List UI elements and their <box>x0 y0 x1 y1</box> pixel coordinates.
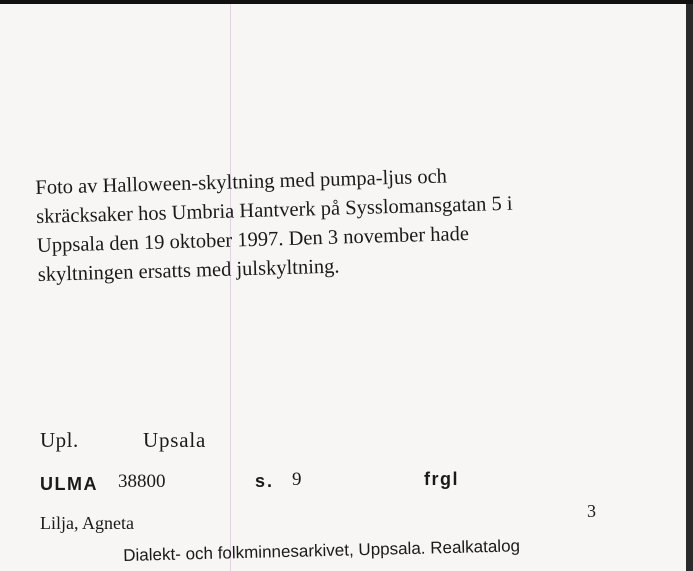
archive-code: ULMA <box>40 474 98 494</box>
description-line-3: Uppsala den 19 oktober 1997. Den 3 november hade <box>36 222 470 257</box>
category-code: frgl <box>424 469 459 489</box>
card-edge-shadow <box>686 4 693 571</box>
page-label: s. <box>255 471 275 491</box>
archive-footer: Dialekt- och folkminnesarkivet, Uppsala. Realkatalog <box>123 536 521 565</box>
fold-line <box>230 4 231 571</box>
catalog-card <box>0 4 686 571</box>
region-abbreviation: Upl. <box>40 428 79 452</box>
archive-number: 38800 <box>118 471 166 492</box>
description-line-1: Foto av Halloween-skyltning med pumpa-ljus och <box>35 165 448 199</box>
card-description <box>35 157 638 290</box>
description-line-2: skräcksaker hos Umbria Hantverk på Sysslomansgatan 5 i <box>35 192 513 228</box>
place-name: Upsala <box>143 428 207 452</box>
description-line-4: skyltningen ersatts med julskyltning. <box>37 255 340 286</box>
card-number: 3 <box>587 501 596 521</box>
collector-name: Lilja, Agneta <box>40 513 134 533</box>
page-number: 9 <box>292 469 302 490</box>
